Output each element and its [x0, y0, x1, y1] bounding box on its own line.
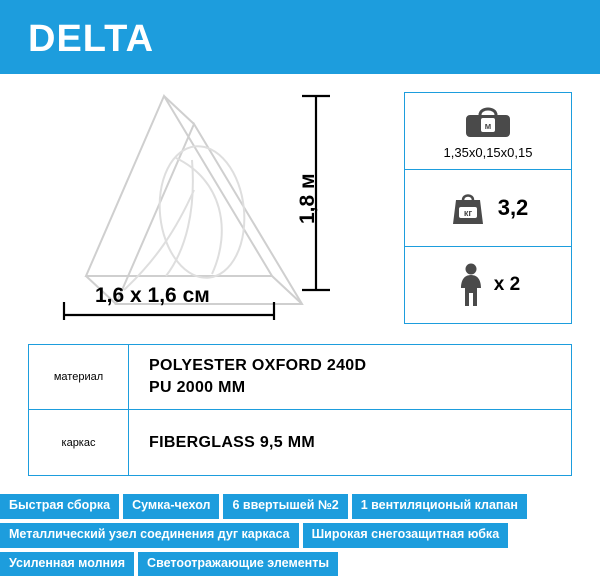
capacity-value: х 2 [493, 274, 521, 295]
frame-label: каркас [29, 410, 129, 475]
spec-row-packed-size [405, 93, 571, 170]
feature-tag: 1 вентиляционый клапан [352, 494, 527, 519]
feature-tag: Металлический узел соединения дуг каркаса [0, 523, 299, 548]
feature-line-3 [0, 552, 600, 577]
person-icon [456, 262, 486, 308]
frame-value [129, 410, 571, 475]
feature-tag: Светоотражающие элементы [138, 552, 338, 577]
weight-value: 3,2 [497, 195, 529, 220]
header-bar [0, 0, 600, 74]
feature-line-1 [0, 494, 600, 519]
specs-box [404, 92, 572, 324]
spec-row-capacity [405, 247, 571, 323]
frame-line-1: FIBERGLASS 9,5 MM [149, 433, 316, 451]
material-line-1: POLYESTER OXFORD 240D [149, 357, 367, 375]
features-list [0, 494, 600, 580]
feature-tag: Быстрая сборка [0, 494, 119, 519]
brand-title: DELTA [28, 18, 155, 60]
height-label: 1,8 м [296, 173, 319, 224]
feature-tag: 6 ввертышей №2 [223, 494, 347, 519]
bag-icon [458, 103, 518, 141]
material-value [129, 345, 571, 409]
feature-tag: Усиленная молния [0, 552, 134, 577]
material-line-2: PU 2000 MM [149, 379, 246, 396]
feature-line-2 [0, 523, 600, 548]
illustration-area [0, 74, 600, 330]
svg-text:м: м [484, 120, 492, 131]
table-row [29, 410, 571, 475]
materials-table [28, 344, 572, 476]
feature-tag: Широкая снегозащитная юбка [303, 523, 509, 548]
weight-icon [448, 188, 488, 228]
width-label: 1,6 x 1,6 см [95, 284, 210, 307]
material-label: материал [29, 345, 129, 409]
table-row [29, 345, 571, 410]
spec-row-weight [405, 170, 571, 247]
packed-size-value: 1,35х0,15х0,15 [443, 144, 533, 160]
feature-tag: Сумка-чехол [123, 494, 219, 519]
svg-text:кг: кг [463, 208, 472, 218]
